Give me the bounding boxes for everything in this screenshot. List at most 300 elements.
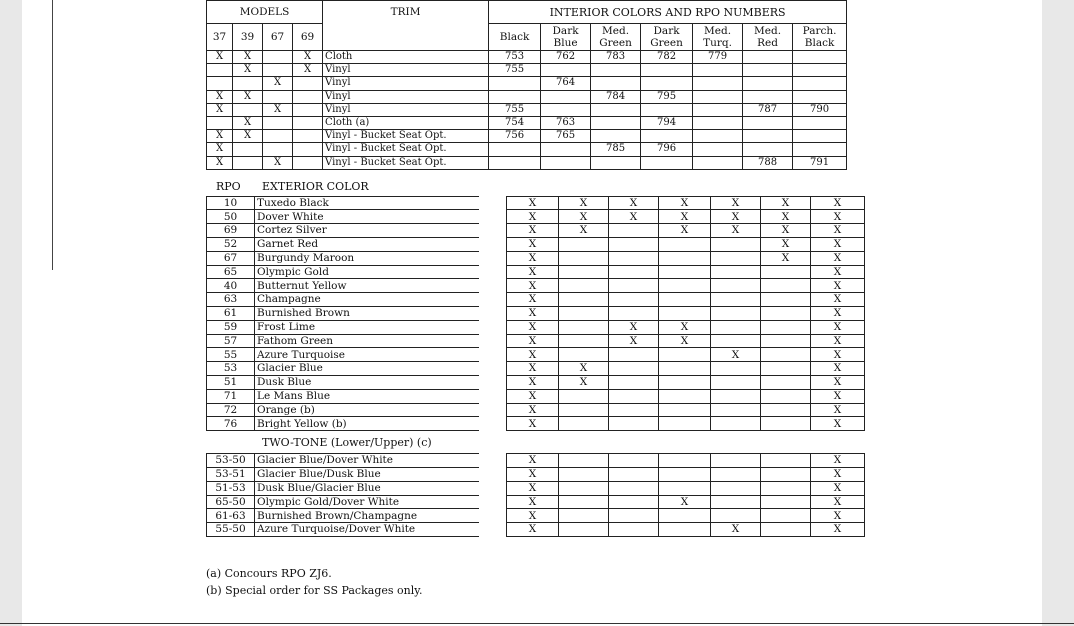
availability-mark xyxy=(761,403,811,417)
availability-mark: X xyxy=(811,334,865,348)
rpo-number xyxy=(793,64,847,77)
model-mark: X xyxy=(233,51,263,64)
availability-mark: X xyxy=(811,362,865,376)
rpo-number: 788 xyxy=(743,156,793,169)
exterior-color-row xyxy=(207,348,865,362)
margin-line xyxy=(52,0,53,270)
availability-mark xyxy=(609,307,659,321)
availability-mark: X xyxy=(761,224,811,238)
availability-mark: X xyxy=(711,523,761,537)
availability-mark xyxy=(761,468,811,482)
rpo-number xyxy=(693,77,743,90)
color-name: Orange (b) xyxy=(255,403,479,417)
availability-mark: X xyxy=(609,196,659,210)
trim-row xyxy=(207,90,847,103)
availability-mark xyxy=(761,376,811,390)
availability-mark: X xyxy=(659,196,711,210)
rpo-code: 51 xyxy=(207,376,255,390)
availability-mark: X xyxy=(761,251,811,265)
trim-row xyxy=(207,103,847,116)
availability-mark xyxy=(609,454,659,468)
two-tone-row xyxy=(207,509,865,523)
rpo-code: 61-63 xyxy=(207,509,255,523)
rpo-number: 762 xyxy=(541,51,591,64)
spacer xyxy=(479,224,507,238)
model-mark xyxy=(293,103,323,116)
exterior-color-row xyxy=(207,417,865,431)
rpo-number xyxy=(693,64,743,77)
spacer xyxy=(479,509,507,523)
rpo-number: 795 xyxy=(641,90,693,103)
color-name: Burgundy Maroon xyxy=(255,251,479,265)
trim-name: Cloth (a) xyxy=(323,116,489,129)
rpo-number xyxy=(793,51,847,64)
rpo-number xyxy=(743,116,793,129)
exterior-color-row xyxy=(207,251,865,265)
color-name: Azure Turquoise/Dover White xyxy=(255,523,479,537)
rpo-number xyxy=(591,116,641,129)
color-name: Champagne xyxy=(255,293,479,307)
availability-mark: X xyxy=(811,454,865,468)
spacer xyxy=(479,320,507,334)
availability-mark xyxy=(609,468,659,482)
model-mark: X xyxy=(293,51,323,64)
exterior-color-row xyxy=(207,279,865,293)
availability-mark xyxy=(609,376,659,390)
availability-mark xyxy=(659,389,711,403)
spacer xyxy=(479,238,507,252)
rpo-number xyxy=(541,90,591,103)
availability-mark xyxy=(761,348,811,362)
spacer xyxy=(479,293,507,307)
trim-header-row xyxy=(207,24,847,51)
rpo-number: 784 xyxy=(591,90,641,103)
rpo-code: 55 xyxy=(207,348,255,362)
exterior-color-row xyxy=(207,265,865,279)
availability-mark xyxy=(559,265,609,279)
model-mark: X xyxy=(233,130,263,143)
rpo-number xyxy=(591,103,641,116)
rpo-number xyxy=(793,143,847,156)
availability-mark: X xyxy=(811,495,865,509)
exterior-color-row xyxy=(207,224,865,238)
availability-mark xyxy=(559,403,609,417)
availability-mark: X xyxy=(507,348,559,362)
trim-row xyxy=(207,51,847,64)
color-name: Glacier Blue xyxy=(255,362,479,376)
two-tone-table xyxy=(206,453,865,537)
trim-row xyxy=(207,116,847,129)
rpo-number xyxy=(489,156,541,169)
trim-row xyxy=(207,130,847,143)
rpo-code: 50 xyxy=(207,210,255,224)
rpo-number: 765 xyxy=(541,130,591,143)
rpo-number xyxy=(793,130,847,143)
rpo-code: 55-50 xyxy=(207,523,255,537)
availability-mark: X xyxy=(711,348,761,362)
availability-mark: X xyxy=(507,481,559,495)
availability-mark xyxy=(711,509,761,523)
rpo-number xyxy=(743,130,793,143)
trim-table xyxy=(206,0,847,170)
model-mark xyxy=(207,64,233,77)
availability-mark: X xyxy=(609,334,659,348)
availability-mark xyxy=(609,251,659,265)
rpo-code: 53-50 xyxy=(207,454,255,468)
availability-mark xyxy=(659,348,711,362)
availability-mark xyxy=(609,348,659,362)
availability-mark xyxy=(609,417,659,431)
availability-mark: X xyxy=(507,362,559,376)
availability-mark: X xyxy=(811,320,865,334)
availability-mark: X xyxy=(811,417,865,431)
availability-mark xyxy=(711,468,761,482)
availability-mark xyxy=(711,265,761,279)
availability-mark: X xyxy=(811,348,865,362)
exterior-color-row xyxy=(207,307,865,321)
availability-mark: X xyxy=(507,210,559,224)
rpo-number xyxy=(693,116,743,129)
availability-mark xyxy=(609,403,659,417)
rpo-number: 790 xyxy=(793,103,847,116)
rpo-number xyxy=(793,116,847,129)
availability-mark xyxy=(559,509,609,523)
two-tone-row xyxy=(207,523,865,537)
rpo-number xyxy=(641,130,693,143)
rpo-code: 65-50 xyxy=(207,495,255,509)
availability-mark: X xyxy=(811,523,865,537)
rpo-label: RPO xyxy=(216,179,241,193)
availability-mark: X xyxy=(507,468,559,482)
trim-row xyxy=(207,64,847,77)
availability-mark: X xyxy=(659,334,711,348)
spacer xyxy=(479,362,507,376)
model-mark: X xyxy=(207,156,233,169)
availability-mark xyxy=(711,417,761,431)
rpo-number xyxy=(743,77,793,90)
two-tone-rows xyxy=(207,454,865,537)
availability-mark xyxy=(559,495,609,509)
color-name: Azure Turquoise xyxy=(255,348,479,362)
rpo-number xyxy=(591,77,641,90)
model-number: 37 xyxy=(207,24,233,51)
availability-mark: X xyxy=(507,320,559,334)
trim-row xyxy=(207,156,847,169)
availability-mark: X xyxy=(609,320,659,334)
spacer xyxy=(479,403,507,417)
availability-mark xyxy=(711,320,761,334)
rpo-number: 755 xyxy=(489,64,541,77)
color-name: Bright Yellow (b) xyxy=(255,417,479,431)
spacer xyxy=(479,523,507,537)
availability-mark: X xyxy=(711,196,761,210)
model-mark xyxy=(263,64,293,77)
document-content xyxy=(206,0,846,599)
availability-mark xyxy=(659,468,711,482)
availability-mark xyxy=(609,389,659,403)
spacer xyxy=(479,468,507,482)
spacer xyxy=(479,481,507,495)
color-name: Cortez Silver xyxy=(255,224,479,238)
spacer xyxy=(479,348,507,362)
availability-mark xyxy=(609,523,659,537)
availability-mark xyxy=(659,279,711,293)
availability-mark xyxy=(559,293,609,307)
rpo-number xyxy=(489,77,541,90)
exterior-color-title: EXTERIOR COLOR xyxy=(262,179,369,193)
availability-mark xyxy=(761,362,811,376)
spacer xyxy=(479,334,507,348)
model-mark: X xyxy=(207,90,233,103)
spacer xyxy=(479,196,507,210)
color-name: Frost Lime xyxy=(255,320,479,334)
availability-mark xyxy=(559,454,609,468)
rpo-code: 59 xyxy=(207,320,255,334)
availability-mark: X xyxy=(507,251,559,265)
availability-mark: X xyxy=(507,509,559,523)
trim-name: Vinyl - Bucket Seat Opt. xyxy=(323,143,489,156)
availability-mark xyxy=(659,403,711,417)
rpo-number xyxy=(693,90,743,103)
rpo-number xyxy=(489,143,541,156)
availability-mark: X xyxy=(507,454,559,468)
availability-mark xyxy=(711,495,761,509)
availability-mark: X xyxy=(811,210,865,224)
color-name: Olympic Gold/Dover White xyxy=(255,495,479,509)
availability-mark xyxy=(761,523,811,537)
rpo-number xyxy=(641,156,693,169)
availability-mark xyxy=(609,265,659,279)
trim-row xyxy=(207,77,847,90)
spacer xyxy=(479,389,507,403)
model-mark: X xyxy=(293,64,323,77)
document-page xyxy=(22,0,1042,626)
rpo-code: 53-51 xyxy=(207,468,255,482)
two-tone-row xyxy=(207,454,865,468)
exterior-color-row xyxy=(207,334,865,348)
availability-mark xyxy=(761,279,811,293)
spacer xyxy=(479,279,507,293)
availability-mark xyxy=(711,307,761,321)
model-mark: X xyxy=(207,143,233,156)
color-header: Dark Green xyxy=(641,24,693,51)
model-mark: X xyxy=(207,51,233,64)
availability-mark xyxy=(559,348,609,362)
availability-mark: X xyxy=(761,196,811,210)
availability-mark: X xyxy=(507,196,559,210)
availability-mark: X xyxy=(711,224,761,238)
trim-name: Vinyl xyxy=(323,90,489,103)
availability-mark xyxy=(659,251,711,265)
rpo-number: 753 xyxy=(489,51,541,64)
availability-mark: X xyxy=(507,376,559,390)
availability-mark: X xyxy=(811,224,865,238)
rpo-number: 794 xyxy=(641,116,693,129)
color-name: Butternut Yellow xyxy=(255,279,479,293)
spacer xyxy=(479,251,507,265)
rpo-code: 51-53 xyxy=(207,481,255,495)
availability-mark xyxy=(659,417,711,431)
availability-mark xyxy=(711,454,761,468)
color-name: Fathom Green xyxy=(255,334,479,348)
availability-mark xyxy=(659,481,711,495)
rpo-number xyxy=(693,130,743,143)
availability-mark xyxy=(711,481,761,495)
color-name: Dusk Blue xyxy=(255,376,479,390)
trim-name: Cloth xyxy=(323,51,489,64)
model-mark: X xyxy=(233,116,263,129)
model-mark xyxy=(233,156,263,169)
trim-row xyxy=(207,143,847,156)
availability-mark: X xyxy=(507,265,559,279)
availability-mark xyxy=(559,307,609,321)
availability-mark: X xyxy=(507,238,559,252)
rpo-number xyxy=(641,103,693,116)
exterior-color-table xyxy=(206,196,865,432)
availability-mark xyxy=(659,362,711,376)
color-name: Dusk Blue/Glacier Blue xyxy=(255,481,479,495)
footnote: (a) Concours RPO ZJ6. xyxy=(206,567,332,581)
availability-mark xyxy=(761,454,811,468)
availability-mark xyxy=(761,389,811,403)
availability-mark: X xyxy=(609,210,659,224)
availability-mark: X xyxy=(507,334,559,348)
rpo-number: 763 xyxy=(541,116,591,129)
model-mark: X xyxy=(207,130,233,143)
model-mark: X xyxy=(263,103,293,116)
availability-mark xyxy=(609,224,659,238)
availability-mark xyxy=(559,523,609,537)
rpo-number xyxy=(693,143,743,156)
availability-mark: X xyxy=(811,251,865,265)
rpo-number xyxy=(541,103,591,116)
availability-mark xyxy=(711,293,761,307)
availability-mark xyxy=(711,362,761,376)
spacer xyxy=(479,417,507,431)
availability-mark: X xyxy=(811,196,865,210)
rpo-number xyxy=(541,64,591,77)
availability-mark xyxy=(559,279,609,293)
availability-mark: X xyxy=(659,210,711,224)
rpo-number xyxy=(793,77,847,90)
footnotes xyxy=(206,565,846,599)
rpo-number: 782 xyxy=(641,51,693,64)
rpo-number xyxy=(489,90,541,103)
model-mark: X xyxy=(263,77,293,90)
availability-mark: X xyxy=(559,376,609,390)
rpo-number xyxy=(591,130,641,143)
availability-mark xyxy=(761,307,811,321)
two-tone-row xyxy=(207,481,865,495)
availability-mark: X xyxy=(507,389,559,403)
rpo-code: 63 xyxy=(207,293,255,307)
availability-mark xyxy=(711,334,761,348)
availability-mark: X xyxy=(811,265,865,279)
model-mark xyxy=(293,77,323,90)
rpo-code: 53 xyxy=(207,362,255,376)
availability-mark xyxy=(711,376,761,390)
rpo-number: 756 xyxy=(489,130,541,143)
availability-mark: X xyxy=(659,224,711,238)
availability-mark: X xyxy=(507,293,559,307)
availability-mark xyxy=(659,307,711,321)
availability-mark xyxy=(559,389,609,403)
model-mark: X xyxy=(233,90,263,103)
availability-mark: X xyxy=(507,495,559,509)
availability-mark xyxy=(761,417,811,431)
model-number: 39 xyxy=(233,24,263,51)
availability-mark: X xyxy=(761,210,811,224)
availability-mark xyxy=(609,293,659,307)
rpo-number xyxy=(641,77,693,90)
rpo-number: 754 xyxy=(489,116,541,129)
availability-mark: X xyxy=(811,376,865,390)
trim-name: Vinyl xyxy=(323,77,489,90)
model-mark xyxy=(293,143,323,156)
rpo-number xyxy=(743,51,793,64)
spacer xyxy=(479,454,507,468)
availability-mark: X xyxy=(761,238,811,252)
availability-mark xyxy=(761,320,811,334)
availability-mark: X xyxy=(507,279,559,293)
availability-mark: X xyxy=(659,495,711,509)
availability-mark xyxy=(559,417,609,431)
rpo-number: 791 xyxy=(793,156,847,169)
rpo-code: 65 xyxy=(207,265,255,279)
availability-mark xyxy=(711,251,761,265)
availability-mark xyxy=(761,509,811,523)
model-mark xyxy=(263,143,293,156)
model-mark xyxy=(233,143,263,156)
trim-name: Vinyl - Bucket Seat Opt. xyxy=(323,156,489,169)
exterior-color-row xyxy=(207,376,865,390)
color-header: Med. Red xyxy=(743,24,793,51)
color-name: Glacier Blue/Dusk Blue xyxy=(255,468,479,482)
bottom-rule xyxy=(0,623,1074,624)
exterior-color-row xyxy=(207,196,865,210)
model-mark xyxy=(207,116,233,129)
rpo-number xyxy=(693,103,743,116)
model-number: 67 xyxy=(263,24,293,51)
availability-mark: X xyxy=(507,403,559,417)
availability-mark xyxy=(659,509,711,523)
exterior-color-row xyxy=(207,362,865,376)
interior-colors-header: INTERIOR COLORS AND RPO NUMBERS xyxy=(489,1,847,24)
availability-mark xyxy=(659,238,711,252)
availability-mark: X xyxy=(507,307,559,321)
rpo-code: 69 xyxy=(207,224,255,238)
availability-mark: X xyxy=(811,468,865,482)
availability-mark xyxy=(609,495,659,509)
color-name: Dover White xyxy=(255,210,479,224)
model-mark: X xyxy=(263,156,293,169)
availability-mark: X xyxy=(507,224,559,238)
color-header: Med. Green xyxy=(591,24,641,51)
availability-mark xyxy=(659,293,711,307)
availability-mark xyxy=(609,481,659,495)
spacer xyxy=(479,307,507,321)
spacer xyxy=(479,376,507,390)
rpo-number xyxy=(793,90,847,103)
model-mark xyxy=(293,130,323,143)
availability-mark: X xyxy=(507,523,559,537)
model-number: 69 xyxy=(293,24,323,51)
color-header: Black xyxy=(489,24,541,51)
two-tone-row xyxy=(207,468,865,482)
two-tone-title: TWO-TONE (Lower/Upper) (c) xyxy=(262,436,432,450)
color-name: Burnished Brown/Champagne xyxy=(255,509,479,523)
model-mark xyxy=(263,90,293,103)
